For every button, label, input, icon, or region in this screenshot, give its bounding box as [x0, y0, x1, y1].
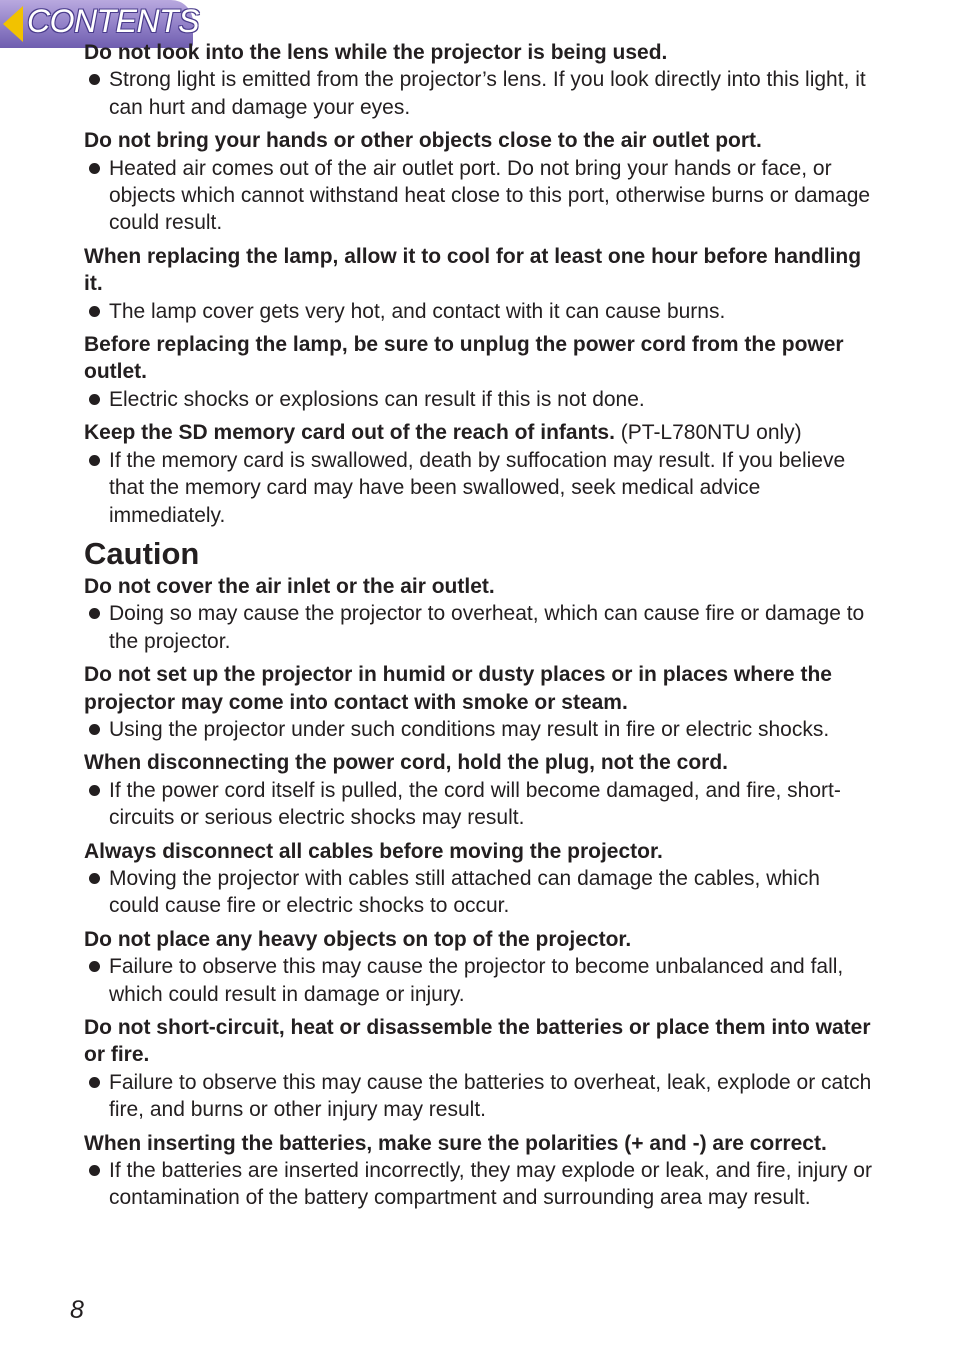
contents-label: CONTENTS: [27, 3, 199, 39]
caution-item: [84, 1130, 874, 1212]
caution-heading: Always disconnect all cables before moving the projector.: [84, 839, 663, 863]
caution-item: [84, 838, 874, 920]
warning-heading: Before replacing the lamp, be sure to unplug the power cord from the power outlet.: [84, 333, 844, 384]
warning-bullet: Heated air comes out of the air outlet port. Do not bring your hands or face, or objects which cannot withstand heat close to this port, otherwise burns or damage could result.: [84, 155, 874, 237]
caution-item: [84, 749, 874, 831]
caution-heading: Do not set up the projector in humid or dusty places or in places where the projector may come into contact with smoke or steam.: [84, 663, 832, 714]
warning-heading: When replacing the lamp, allow it to cool for at least one hour before handling it.: [84, 244, 862, 296]
warning-item: [84, 39, 874, 121]
warning-bullet: Strong light is emitted from the projector’s lens. If you look directly into this light, it can hurt and damage your eyes.: [84, 66, 874, 121]
caution-item: [84, 661, 874, 743]
caution-item: [84, 1014, 874, 1124]
model-note: (PT-L780NTU only): [614, 421, 802, 445]
caution-heading: When disconnecting the power cord, hold the plug, not the cord.: [84, 751, 728, 775]
caution-bullet: Doing so may cause the projector to overheat, which can cause fire or damage to the projector.: [84, 600, 874, 655]
caution-bullet: If the power cord itself is pulled, the cord will become damaged, and fire, short-circuits or serious electric shocks may result.: [84, 777, 874, 832]
page-number: 8: [70, 1296, 84, 1324]
caution-heading: When inserting the batteries, make sure the polarities (+ and -) are correct.: [84, 1131, 827, 1155]
warning-bullet: Electric shocks or explosions can result if this is not done.: [84, 386, 874, 413]
caution-item: [84, 573, 874, 655]
caution-heading: Do not cover the air inlet or the air outlet.: [84, 574, 495, 598]
warning-heading-text: Keep the SD memory card out of the reach of infants.: [84, 421, 615, 445]
back-arrow-icon: [3, 6, 23, 42]
caution-bullet: Using the projector under such conditions may result in fire or electric shocks.: [84, 716, 874, 743]
warning-heading: [84, 419, 874, 446]
caution-bullet: Failure to observe this may cause the projector to become unbalanced and fall, which could result in damage or injury.: [84, 953, 874, 1008]
caution-bullet: Failure to observe this may cause the batteries to overheat, leak, explode or catch fire, and burns or other injury may result.: [84, 1069, 874, 1124]
warning-heading: Do not look into the lens while the projector is being used.: [84, 41, 668, 64]
warning-item: [84, 419, 874, 529]
caution-title: Caution: [84, 535, 200, 571]
warning-item: [84, 243, 874, 325]
warning-item: [84, 127, 874, 237]
warning-item: [84, 331, 874, 413]
caution-item: [84, 926, 874, 1008]
warning-bullet: The lamp cover gets very hot, and contact with it can cause burns.: [84, 298, 874, 325]
caution-heading: Do not place any heavy objects on top of the projector.: [84, 927, 632, 951]
warning-heading: Do not bring your hands or other objects close to the air outlet port.: [84, 129, 762, 153]
caution-bullet: If the batteries are inserted incorrectly, they may explode or leak, and fire, injury or contamination of the battery compartment and surrounding area may result.: [84, 1157, 874, 1212]
caution-bullet: Moving the projector with cables still attached can damage the cables, which could cause fire or electric shocks to occur.: [84, 865, 874, 920]
warning-bullet: If the memory card is swallowed, death by suffocation may result. If you believe that the memory card may have been swallowed, seek medical advice immediately.: [84, 447, 874, 529]
page-content: [84, 39, 874, 1218]
caution-heading: Do not short-circuit, heat or disassemble the batteries or place them into water or fire.: [84, 1016, 871, 1067]
